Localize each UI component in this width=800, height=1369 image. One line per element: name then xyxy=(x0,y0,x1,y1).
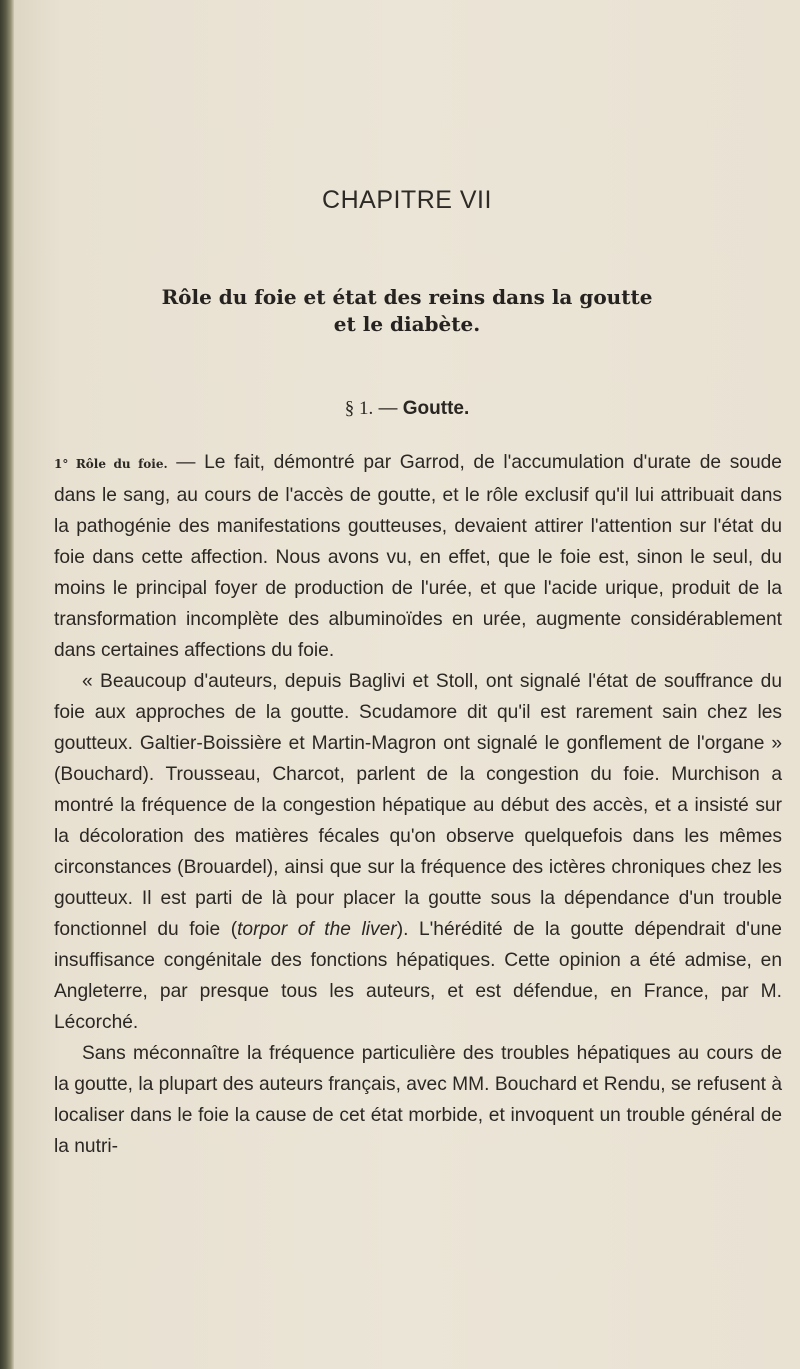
section-symbol: § 1. xyxy=(344,398,374,419)
paragraph-2-italic-term: torpor of the liver xyxy=(237,919,397,940)
paragraph-2-text-end: ). L'hérédité de la goutte dépendrait d'une insuffisance congénitale des fonctions hépatiques. Cette opinion a été admise, en Angleterre, par presque tous les auteurs, et est défendue, en France, par M. Lécorché. xyxy=(54,919,782,1033)
chapter-heading: CHAPITRE VII xyxy=(322,186,492,214)
book-page xyxy=(14,0,800,1369)
paragraph-2 xyxy=(54,666,782,1038)
chapter-title-line-2: et le diabète. xyxy=(333,312,481,336)
paragraph-3 xyxy=(54,1038,782,1162)
book-binding-edge xyxy=(0,0,14,1369)
chapter-title xyxy=(14,284,800,338)
chapter-title-line-1: Rôle du foie et état des reins dans la goutte xyxy=(161,285,653,309)
paragraph-1 xyxy=(54,447,782,666)
body-text xyxy=(54,447,782,1162)
section-heading xyxy=(14,398,800,420)
paragraph-3-text: Sans méconnaître la fréquence particulière des troubles hépatiques au cours de la goutte, la plupart des auteurs français, avec MM. Bouchard et Rendu, se refusent à localiser dans le foie la cause de cet état morbide, et invoquent un trouble général de la nutri- xyxy=(54,1043,782,1157)
section-name: Goutte. xyxy=(402,398,470,419)
paragraph-2-text-start: « Beaucoup d'auteurs, depuis Baglivi et Stoll, ont signalé l'état de souffrance du foie aux approches de la goutte. Scudamore dit qu'il est rarement sain chez les goutteux. Galtier-Boissière et Martin-Magron ont signalé le gonflement de l'organe » (Bouchard). Trousseau, Charcot, parlent de la congestion du foie. Murchison a montré la fréquence de la congestion hépatique au début des accès, et a insisté sur la décoloration des matières fécales qu'on observe quelquefois dans les mêmes circonstances (Brouardel), ainsi que sur la fréquence des ictères chroniques chez les goutteux. Il est parti de là pour placer la goutte sous la dépendance d'un trouble fonctionnel du foie ( xyxy=(54,671,782,940)
paragraph-runin-heading: 1° Rôle du foie. xyxy=(54,457,168,471)
paragraph-runin-dash: — xyxy=(167,452,205,473)
section-dash: — xyxy=(373,398,403,419)
paragraph-1-text: Le fait, démontré par Garrod, de l'accumulation d'urate de soude dans le sang, au cours de l'accès de goutte, et le rôle exclusif qu'il lui attribuait dans la pathogénie des manifestations goutteuses, devaient attirer l'attention sur l'état du foie dans cette affection. Nous avons vu, en effet, que le foie est, sinon le seul, du moins le principal foyer de production de l'urée, et que l'acide urique, produit de la transformation incomplète des albuminoïdes en urée, augmente considérablement dans certaines affections du foie. xyxy=(54,452,782,661)
